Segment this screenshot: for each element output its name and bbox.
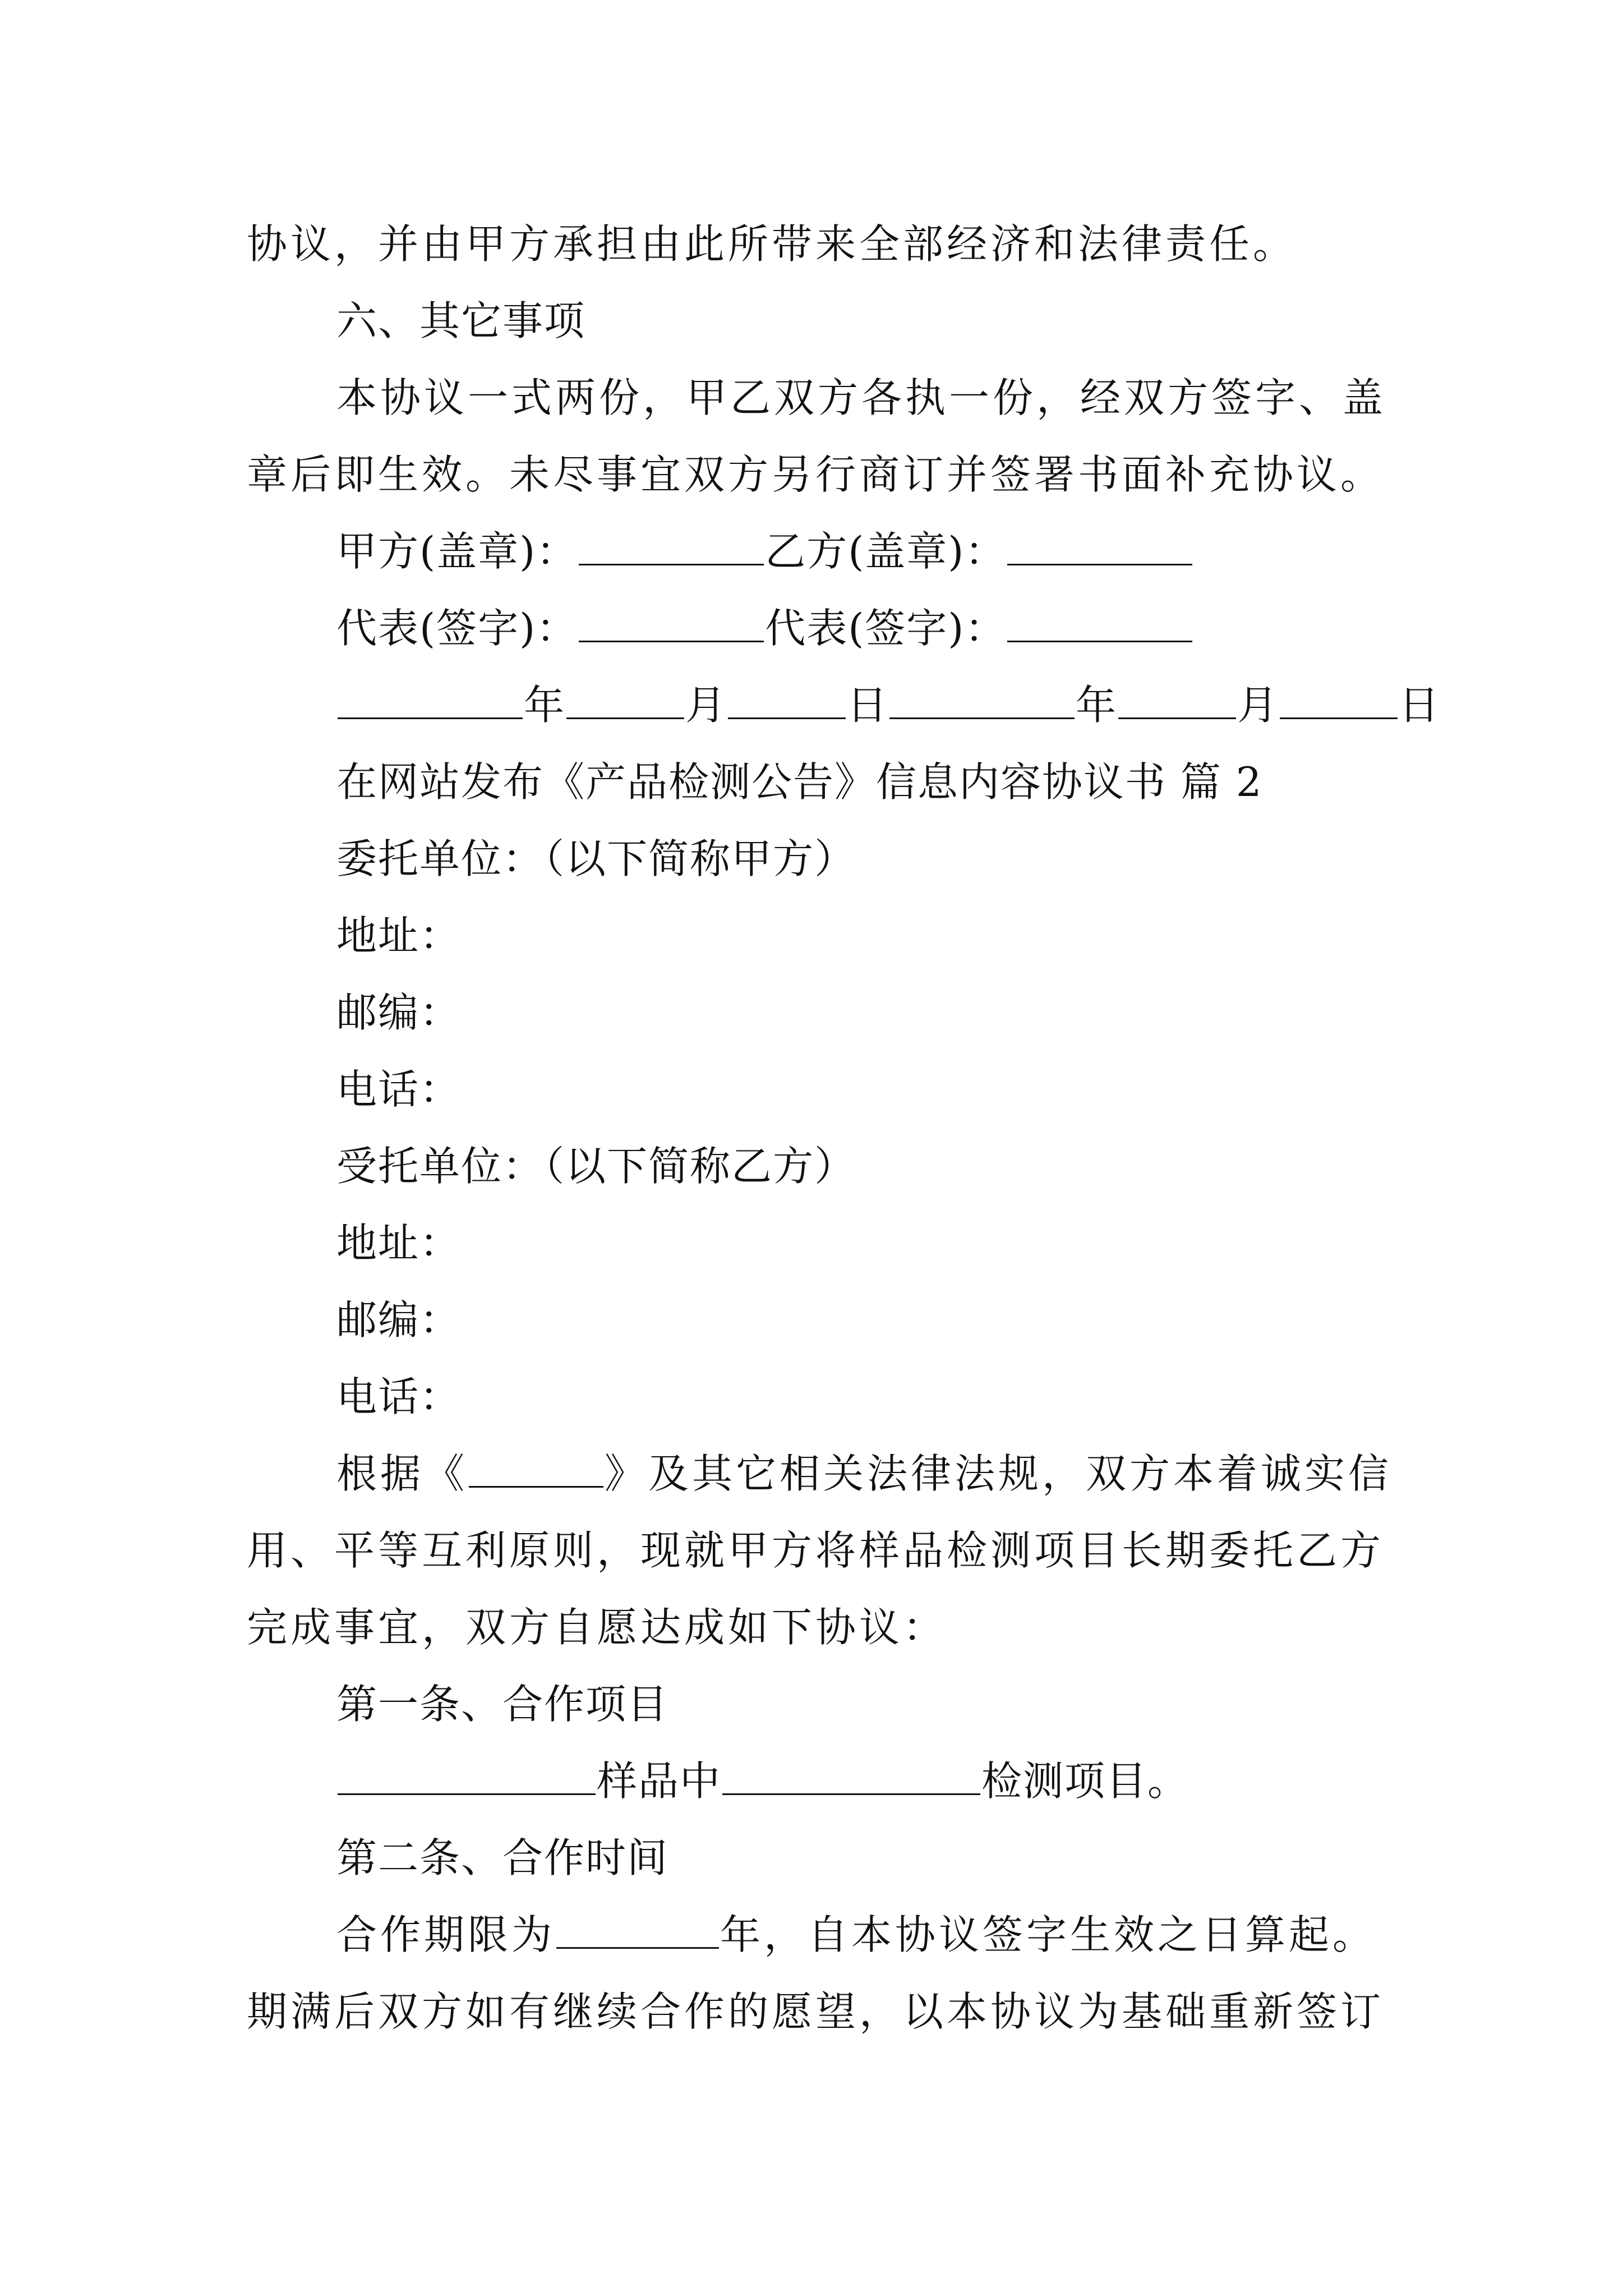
paragraph-line: 用、平等互利原则，现就甲方将样品检测项目长期委托乙方 bbox=[247, 1527, 1385, 1574]
signature-line-seal bbox=[336, 523, 1193, 579]
date-a-month-blank[interactable] bbox=[566, 683, 684, 719]
date-a-day-blank[interactable] bbox=[728, 683, 846, 719]
client-phone: 电话： bbox=[336, 1066, 462, 1113]
contractor-address: 地址： bbox=[336, 1220, 462, 1267]
agreement-title: 在网站发布《产品检测公告》信息内容协议书 篇 2 bbox=[336, 758, 1263, 806]
year-label: 年 bbox=[524, 682, 566, 729]
client-zip: 邮编： bbox=[336, 989, 462, 1036]
date-line bbox=[336, 677, 1440, 733]
month-label: 月 bbox=[1237, 682, 1279, 729]
term-label: 合作期限为 bbox=[336, 1911, 556, 1958]
day-label: 日 bbox=[847, 682, 889, 729]
date-b-year-blank[interactable] bbox=[889, 683, 1075, 719]
client-unit: 委托单位：（以下简称甲方） bbox=[336, 835, 856, 882]
intro-text-start: 根据《 bbox=[336, 1450, 468, 1497]
section-heading: 六、其它事项 bbox=[336, 297, 586, 344]
party-b-seal-label: 乙方(盖章)： bbox=[765, 528, 1007, 575]
paragraph-line: 章后即生效。未尽事宜双方另行商订并签署书面补充协议。 bbox=[247, 451, 1385, 498]
sample-in-label: 样品中 bbox=[597, 1757, 722, 1805]
party-b-rep-label: 代表(签字)： bbox=[765, 605, 1007, 652]
day-label: 日 bbox=[1399, 682, 1441, 729]
contractor-zip: 邮编： bbox=[336, 1296, 462, 1343]
term-text: 年，自本协议签字生效之日算起。 bbox=[720, 1911, 1377, 1958]
paragraph-line: 本协议一式两份，甲乙双方各执一份，经双方签字、盖 bbox=[336, 374, 1387, 421]
test-item-blank[interactable] bbox=[722, 1759, 980, 1795]
intro-text-end: 》及其它相关法律法规，双方本着诚实信 bbox=[605, 1450, 1393, 1497]
year-label: 年 bbox=[1076, 682, 1118, 729]
sample-name-blank[interactable] bbox=[338, 1759, 596, 1795]
contractor-unit: 受托单位：（以下简称乙方） bbox=[336, 1143, 856, 1190]
paragraph-line: 期满后双方如有继续合作的愿望，以本协议为基础重新签订 bbox=[247, 1988, 1385, 2035]
law-name-blank[interactable] bbox=[469, 1451, 603, 1488]
term-years-blank[interactable] bbox=[556, 1912, 719, 1949]
party-b-rep-blank[interactable] bbox=[1007, 606, 1192, 642]
party-b-seal-blank[interactable] bbox=[1007, 529, 1192, 565]
party-a-seal-label: 甲方(盖章)： bbox=[336, 528, 578, 575]
paragraph-line bbox=[336, 1907, 1376, 1963]
signature-line-representative bbox=[336, 600, 1193, 656]
paragraph-line: 协议，并由甲方承担由此所带来全部经济和法律责任。 bbox=[247, 220, 1297, 268]
party-a-rep-label: 代表(签字)： bbox=[336, 605, 578, 652]
contractor-phone: 电话： bbox=[336, 1373, 462, 1420]
month-label: 月 bbox=[685, 682, 727, 729]
date-a-year-blank[interactable] bbox=[338, 683, 523, 719]
article-heading: 第二条、合作时间 bbox=[336, 1834, 669, 1881]
paragraph-line: 完成事宜，双方自愿达成如下协议： bbox=[247, 1604, 947, 1651]
paragraph-line bbox=[336, 1446, 1392, 1502]
party-a-rep-blank[interactable] bbox=[579, 606, 764, 642]
test-item-label: 检测项目。 bbox=[981, 1757, 1189, 1805]
date-b-day-blank[interactable] bbox=[1280, 683, 1398, 719]
client-address: 地址： bbox=[336, 912, 462, 959]
date-b-month-blank[interactable] bbox=[1118, 683, 1236, 719]
party-a-seal-blank[interactable] bbox=[579, 529, 764, 565]
article-1-content bbox=[336, 1753, 1189, 1809]
article-heading: 第一条、合作项目 bbox=[336, 1681, 669, 1728]
